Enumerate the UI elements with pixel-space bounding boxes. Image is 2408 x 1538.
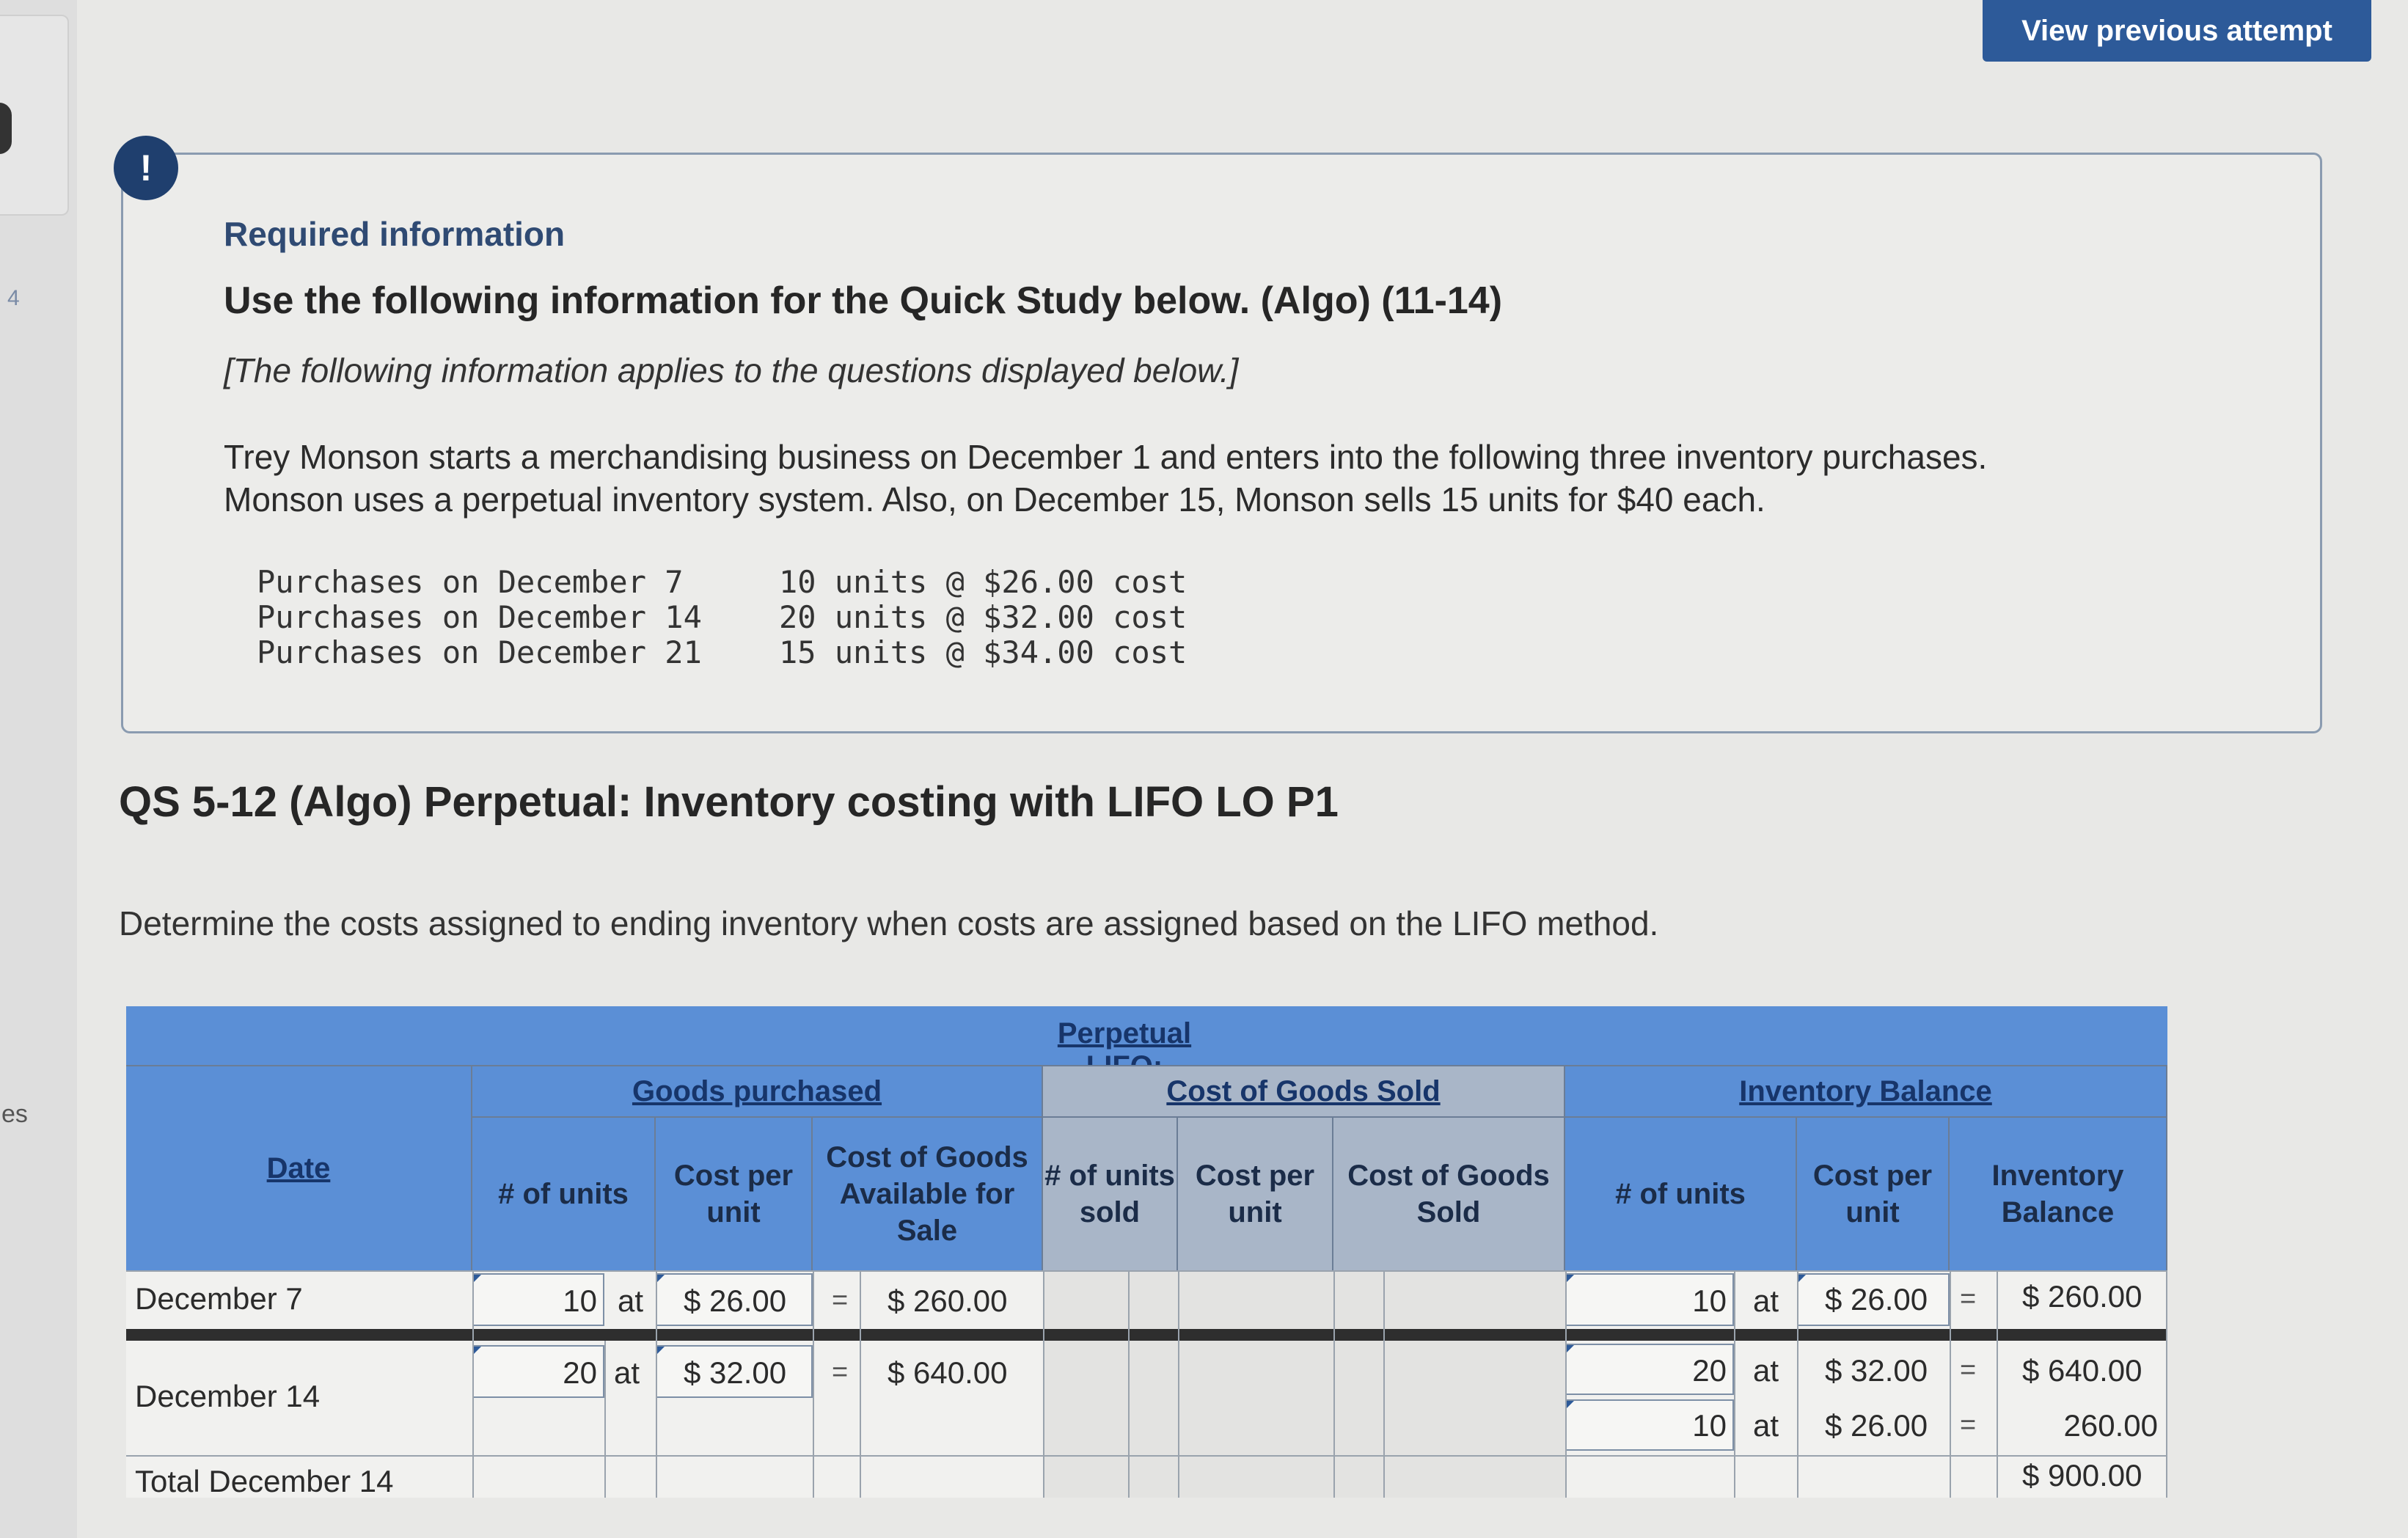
grid-line xyxy=(1383,1270,1385,1498)
applies-note: [The following information applies to the questions displayed below.] xyxy=(224,351,1239,389)
grid-line xyxy=(1797,1270,1798,1498)
grid-line xyxy=(1178,1270,1179,1498)
purchases-list xyxy=(257,565,1187,670)
dec7-inventory-units: 10 xyxy=(1692,1284,1727,1318)
cogs-group xyxy=(1043,1065,1565,1116)
dec7-inventory-balance: $ 260.00 xyxy=(2022,1279,2142,1314)
equals-sign: = xyxy=(1960,1284,1977,1314)
grid-line xyxy=(860,1270,861,1498)
at-label: at xyxy=(1753,1408,1779,1443)
dec14-inventory-units-1: 20 xyxy=(1692,1353,1727,1388)
purchase-row xyxy=(257,635,1187,670)
purchase-detail: 10 units @ $26.00 cost xyxy=(779,564,1187,600)
inventory-balance-group xyxy=(1565,1065,2167,1116)
grid-line xyxy=(1565,1270,1567,1498)
row-divider xyxy=(126,1455,2167,1457)
grid-line xyxy=(2166,1270,2167,1498)
available-for-sale-header: Cost of Goods Available for Sale xyxy=(813,1116,1043,1270)
question-instruction: Determine the costs assigned to ending inventory when costs are assigned based on the LIFO method. xyxy=(119,904,1659,942)
purchased-cost-header: Cost per unit xyxy=(656,1116,813,1270)
goods-purchased-group xyxy=(472,1065,1043,1116)
goods-purchased-label: Goods purchased xyxy=(632,1075,882,1107)
input-marker xyxy=(1567,1401,1574,1408)
grid-line xyxy=(1734,1270,1735,1498)
scenario-line-1: Trey Monson starts a merchandising business on December 1 and enters into the following three inventory purchases. xyxy=(224,438,1988,476)
input-marker xyxy=(1567,1275,1574,1282)
dec7-available-for-sale: $ 260.00 xyxy=(888,1284,1008,1318)
dec14-inventory-cost-1: $ 32.00 xyxy=(1825,1353,1928,1388)
purchase-row xyxy=(257,565,1187,600)
grid-line xyxy=(813,1270,814,1498)
alert-icon: ! xyxy=(114,136,178,200)
dec7-inventory-cost: $ 26.00 xyxy=(1825,1282,1928,1317)
gutter-indicator xyxy=(0,103,12,154)
at-label: at xyxy=(618,1284,644,1318)
equals-sign: = xyxy=(832,1285,849,1316)
dec14-purchased-cost: $ 32.00 xyxy=(684,1355,787,1390)
input-marker xyxy=(1567,1345,1574,1352)
input-marker xyxy=(474,1347,481,1354)
cogs-header: Cost of Goods Sold xyxy=(1333,1116,1565,1270)
units-sold-header: # of units sold xyxy=(1043,1116,1178,1270)
gutter-question-number[interactable]: 4 xyxy=(7,286,20,310)
table-title: Perpetual xyxy=(1057,1017,1192,1050)
at-label: at xyxy=(614,1355,640,1390)
scenario-text xyxy=(224,436,2204,521)
dec14-inventory-cost-2: $ 26.00 xyxy=(1825,1408,1928,1443)
grid-line xyxy=(1950,1270,1951,1498)
at-label: at xyxy=(1753,1284,1779,1318)
cogs-group-label: Cost of Goods Sold xyxy=(1166,1075,1441,1107)
dec7-purchased-cost: $ 26.00 xyxy=(684,1284,787,1318)
purchase-label: Purchases on December 7 xyxy=(257,564,684,600)
view-previous-attempt-button[interactable]: View previous attempt xyxy=(1983,0,2371,62)
purchase-label: Purchases on December 14 xyxy=(257,599,702,635)
equals-sign: = xyxy=(832,1357,849,1388)
left-gutter xyxy=(0,0,77,1538)
grid-line xyxy=(1043,1270,1044,1498)
grid-line xyxy=(1333,1270,1335,1498)
date-column-header xyxy=(126,1065,472,1270)
row-divider xyxy=(126,1270,2167,1272)
input-marker xyxy=(1798,1275,1806,1282)
grid-line xyxy=(1128,1270,1130,1498)
quick-study-instructions: Use the following information for the Quick Study below. (Algo) (11-14) xyxy=(224,279,1503,322)
cogs-column-bg xyxy=(1043,1270,1565,1498)
dec14-available-for-sale: $ 640.00 xyxy=(888,1355,1008,1390)
row-date-december-7: December 7 xyxy=(135,1281,303,1316)
date-header-label: Date xyxy=(266,1152,331,1184)
required-information-heading: Required information xyxy=(224,215,566,253)
inventory-cost-header: Cost per unit xyxy=(1797,1116,1950,1270)
input-marker xyxy=(657,1275,665,1282)
scenario-line-2: Monson uses a perpetual inventory system. Also, on December 15, Monson sells 15 units for $40 each. xyxy=(224,480,1765,519)
dec14-inventory-balance-1: $ 640.00 xyxy=(2022,1353,2142,1388)
purchase-detail: 15 units @ $34.00 cost xyxy=(779,634,1187,670)
equals-sign: = xyxy=(1960,1355,1977,1385)
input-marker xyxy=(474,1275,481,1282)
question-title: QS 5-12 (Algo) Perpetual: Inventory costing with LIFO LO P1 xyxy=(119,778,1339,826)
grid-line xyxy=(604,1341,606,1498)
grid-line xyxy=(472,1270,474,1498)
equals-sign: = xyxy=(1960,1410,1977,1440)
at-label: at xyxy=(1753,1353,1779,1388)
sold-cost-header: Cost per unit xyxy=(1178,1116,1333,1270)
grid-line xyxy=(1997,1270,1998,1498)
inventory-units-header: # of units xyxy=(1565,1116,1797,1270)
dec7-purchased-units: 10 xyxy=(563,1284,597,1318)
gutter-label: es xyxy=(1,1100,28,1128)
perpetual-lifo-table xyxy=(126,1006,2167,1498)
row-date-december-14: December 14 xyxy=(135,1379,321,1413)
grid-line xyxy=(656,1270,657,1498)
inventory-balance-label: Inventory Balance xyxy=(1739,1075,1992,1107)
purchased-units-header: # of units xyxy=(472,1116,656,1270)
dec14-inventory-balance-2: 260.00 xyxy=(2063,1408,2158,1443)
purchase-label: Purchases on December 21 xyxy=(257,634,702,670)
purchase-row xyxy=(257,600,1187,635)
dec14-inventory-units-2: 10 xyxy=(1692,1408,1727,1443)
row-separator xyxy=(126,1329,2167,1341)
input-marker xyxy=(657,1347,665,1354)
inventory-balance-header: Inventory Balance xyxy=(1950,1116,2167,1270)
total14-inventory-balance: $ 900.00 xyxy=(2022,1458,2142,1493)
dec14-purchased-units: 20 xyxy=(563,1355,597,1390)
row-total-december-14: Total December 14 xyxy=(135,1464,394,1498)
purchase-detail: 20 units @ $32.00 cost xyxy=(779,599,1187,635)
